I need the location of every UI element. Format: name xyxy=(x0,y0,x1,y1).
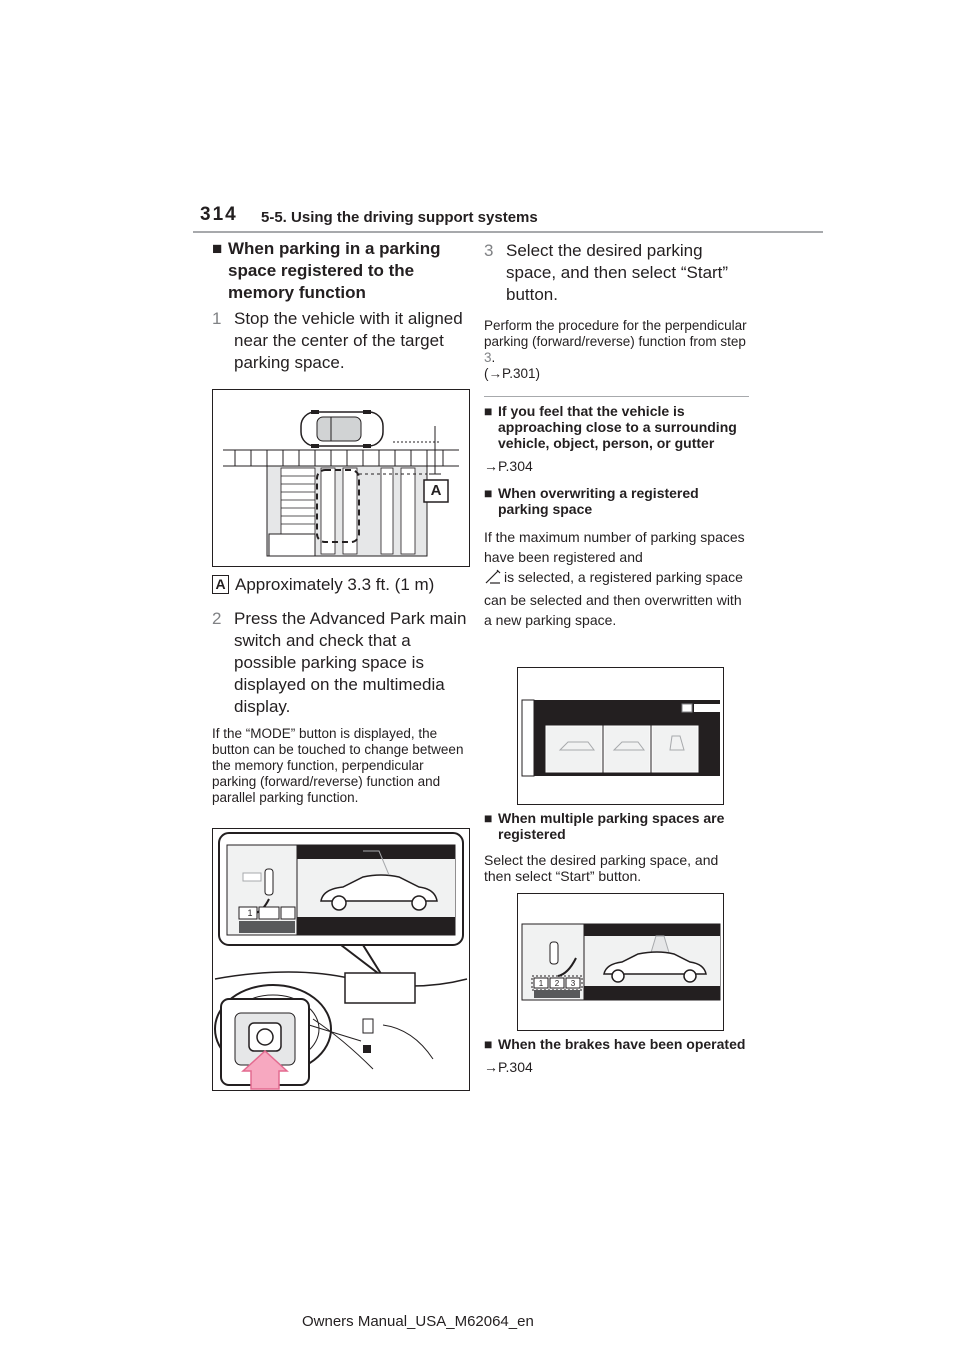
step-1: 1 Stop the vehicle with it aligned near the center of the target parking space. xyxy=(212,309,463,372)
fig2-slot-1: 1 xyxy=(247,908,253,918)
step-3-note: Perform the procedure for the perpendicular parking (forward/reverse) function from step 3. (→P.301) xyxy=(484,318,747,381)
note-heading-overwrite: ■ When overwriting a registered parking space xyxy=(484,485,699,517)
fig4-slot-3: 3 xyxy=(570,979,576,988)
note-heading-brakes: ■ When the brakes have been operated xyxy=(484,1036,746,1052)
figure-multiple-spaces-screen xyxy=(517,893,724,1031)
fig4-slot-1: 1 xyxy=(538,979,544,988)
note-text-overwrite: If the maximum number of parking spaces have been registered and is selected, a registered parking space can be selected and then overwritten with a new parking space. xyxy=(484,529,745,628)
header-rule xyxy=(193,231,823,233)
step-2-block xyxy=(212,604,468,806)
step-3: 3 Select the desired parking space, and then select “Start” button. xyxy=(484,241,729,304)
callout-a: A xyxy=(430,482,442,499)
multiple-spaces-block xyxy=(484,810,749,884)
figure-overwrite-screen xyxy=(517,667,724,805)
bullet-square-icon: ■ xyxy=(484,485,493,501)
step-3-ref: (→P.301) xyxy=(484,366,541,381)
section-title: 5-5. Using the driving support systems xyxy=(261,209,538,226)
page-number: 314 xyxy=(200,204,238,225)
dashboard-illustration xyxy=(213,829,469,1090)
left-column xyxy=(212,238,468,374)
memory-parking-heading: ■ When parking in a parking space registered to the memory function xyxy=(212,239,441,302)
legend-a xyxy=(212,574,468,596)
figure-advanced-park-switch xyxy=(212,828,470,1091)
note-heading-multiple: ■ When multiple parking spaces are registered xyxy=(484,810,725,842)
bullet-square-icon: ■ xyxy=(212,239,223,258)
multiple-spaces-illustration xyxy=(518,894,723,1030)
parking-space-illustration xyxy=(213,390,469,566)
brakes-block xyxy=(484,1036,749,1076)
step-2: 2 Press the Advanced Park main switch and check that a possible parking space is displayed on the multimedia display. xyxy=(212,609,467,716)
legend-a-label: A xyxy=(212,575,229,594)
fig4-slot-2: 2 xyxy=(554,979,560,988)
note-ref-brakes: →P.304 xyxy=(484,1059,533,1075)
figure-parking-space xyxy=(212,389,470,567)
right-column xyxy=(484,238,749,382)
parking-edit-icon xyxy=(484,569,504,590)
note-ref-approaching: →P.304 xyxy=(484,458,533,474)
mode-note: If the “MODE” button is displayed, the button can be touched to change between the memory function, perpendicular parking (forward/reverse) function and parallel parking function. xyxy=(212,726,464,805)
footer-manual-id: Owners Manual_USA_M62064_en xyxy=(302,1313,534,1330)
legend-a-text: Approximately 3.3 ft. (1 m) xyxy=(235,575,435,594)
bullet-square-icon: ■ xyxy=(484,1036,493,1052)
notes-rule xyxy=(484,396,749,397)
overwrite-screen-illustration xyxy=(518,668,723,804)
bullet-square-icon: ■ xyxy=(484,403,493,419)
note-heading-approaching: ■ If you feel that the vehicle is approaching close to a surrounding vehicle, object, person, or gutter xyxy=(484,403,737,451)
bullet-square-icon: ■ xyxy=(484,810,493,826)
note-text-multiple: Select the desired parking space, and then select “Start” button. xyxy=(484,852,719,884)
notes-block xyxy=(484,403,749,630)
